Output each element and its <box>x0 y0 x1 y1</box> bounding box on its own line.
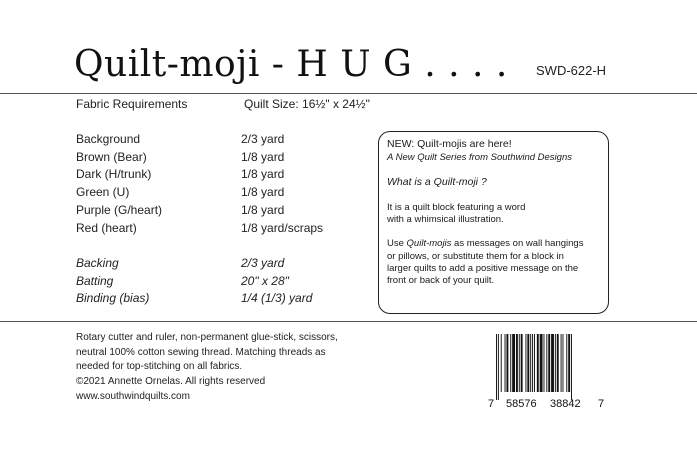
barcode-bar <box>534 334 535 392</box>
barcode-bar <box>557 334 559 392</box>
info-use-line: Use Quilt-mojis as messages on wall hangings <box>387 238 584 250</box>
fabric-name: Green (U) <box>76 185 130 199</box>
fabric-name: Dark (H/trunk) <box>76 167 152 181</box>
barcode-left-digits: 58576 <box>506 398 537 410</box>
fabric-amount: 1/8 yard <box>241 203 285 217</box>
barcode-bar <box>561 334 562 392</box>
barcode-bar <box>537 334 539 392</box>
footer-divider <box>0 321 697 322</box>
fabric-amount: 1/8 yard <box>241 185 285 199</box>
barcode-bar <box>512 334 515 392</box>
barcode-bar <box>532 334 533 392</box>
supplies-footer <box>76 331 396 405</box>
fabric-amount: 1/8 yard <box>241 167 285 181</box>
copyright-line: ©2021 Annette Ornelas. All rights reserved <box>76 376 266 388</box>
barcode-bar <box>510 334 511 392</box>
info-answer-line: It is a quilt block featuring a word <box>387 201 526 213</box>
fabric-name: Red (heart) <box>76 221 137 235</box>
barcode-bar <box>566 334 567 392</box>
info-use-line: or pillows, or substitute them for a block in <box>387 250 564 262</box>
fabric-amount: 2/3 yard <box>241 132 285 146</box>
supplies-line: needed for top-stitching on all fabrics. <box>76 361 243 373</box>
barcode-bar <box>555 334 556 392</box>
finishing-amount: 20" x 28" <box>241 274 289 288</box>
barcode-check-digit: 7 <box>598 398 605 410</box>
fabric-amount: 1/8 yard <box>241 150 285 164</box>
barcode-bar <box>505 334 506 392</box>
info-use-term: Quilt-mojis <box>406 238 452 250</box>
quilt-size-label: Quilt Size: 16½" x 24½" <box>244 97 370 111</box>
barcode-bar <box>521 334 523 392</box>
barcode-right-digits: 38842 <box>550 398 581 410</box>
info-use-line: larger quilts to add a positive message on the <box>387 263 579 274</box>
barcode-bar <box>551 334 554 392</box>
barcode-bar <box>568 334 570 392</box>
fabric-name: Brown (Bear) <box>76 150 147 164</box>
fabric-amount: 1/8 yard/scraps <box>241 221 324 235</box>
barcode-bar <box>496 334 497 400</box>
finishing-name: Binding (bias) <box>76 291 150 305</box>
pattern-title: Quilt-moji - H U G . . . . <box>74 44 508 85</box>
barcode-bar <box>516 334 518 392</box>
barcode-bar <box>525 334 526 392</box>
barcode-bar <box>501 334 502 392</box>
barcode-bar <box>548 334 550 392</box>
quilt-moji-info-box <box>378 131 609 314</box>
pattern-sku: SWD-622-H <box>536 63 607 78</box>
finishing-amount: 2/3 yard <box>241 256 285 270</box>
header-divider <box>0 93 697 94</box>
barcode-bar <box>563 334 564 392</box>
barcode-bar <box>540 334 543 392</box>
finishing-name: Batting <box>76 274 114 288</box>
barcode-bar <box>546 334 547 392</box>
finishing-amount: 1/4 (1/3) yard <box>241 291 313 305</box>
fabric-name: Purple (G/heart) <box>76 203 163 217</box>
barcode-bar <box>506 334 508 392</box>
info-series-line: A New Quilt Series from Southwind Designs <box>387 151 572 163</box>
info-answer-line: with a whimsical illustration. <box>387 213 504 225</box>
fabric-requirements-label: Fabric Requirements <box>76 97 188 111</box>
fabric-name: Background <box>76 132 141 146</box>
barcode-bar <box>544 334 545 392</box>
supplies-line: neutral 100% cotton sewing thread. Matching threads as <box>76 346 326 358</box>
barcode-bar <box>530 334 531 392</box>
info-question: What is a Quilt-moji ? <box>387 175 487 188</box>
supplies-line: Rotary cutter and ruler, non-permanent glue-stick, scissors, <box>76 332 338 343</box>
barcode-bar <box>571 334 572 400</box>
barcode-bar <box>527 334 529 392</box>
barcode-bar <box>498 334 499 400</box>
website-link[interactable]: www.southwindquilts.com <box>76 390 190 402</box>
upc-barcode <box>488 334 606 412</box>
finishing-name: Backing <box>76 256 119 270</box>
barcode-bars <box>488 334 606 400</box>
info-new-heading: NEW: Quilt-mojis are here! <box>387 138 512 150</box>
barcode-lead-digit: 7 <box>488 398 495 410</box>
info-use-line: front or back of your quilt. <box>387 275 495 287</box>
barcode-bar <box>519 334 520 392</box>
